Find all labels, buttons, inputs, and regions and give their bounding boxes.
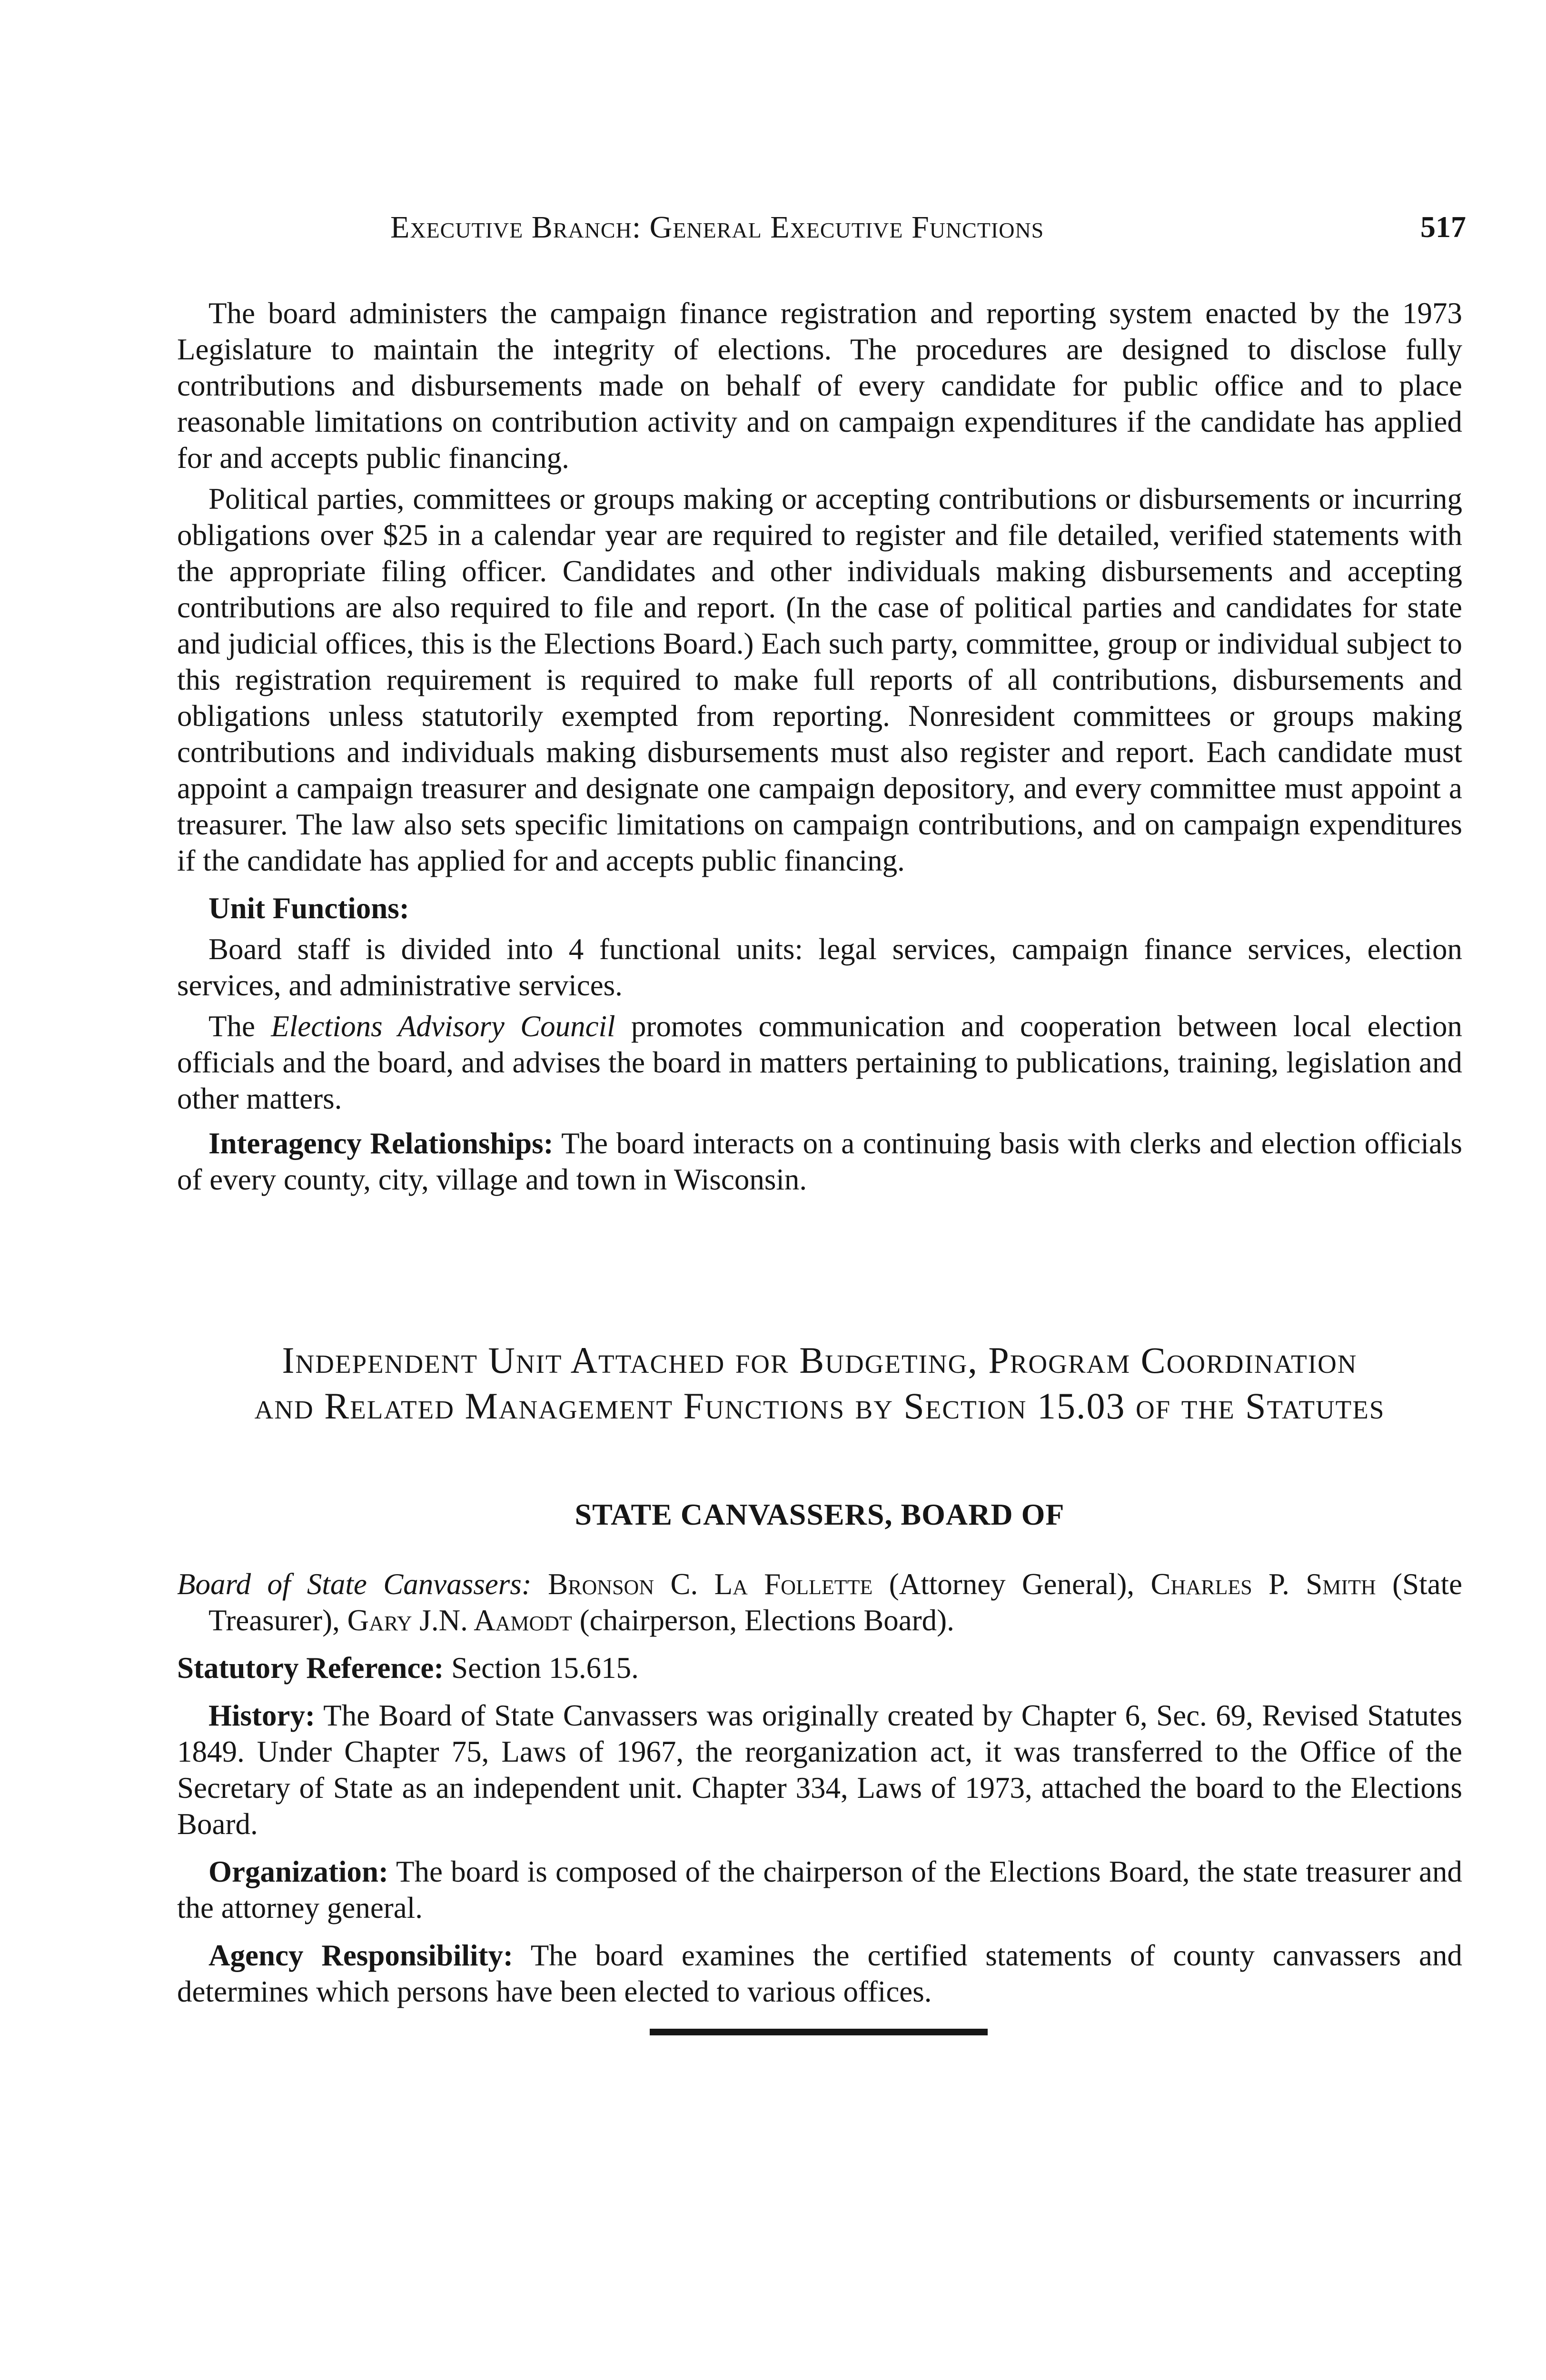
statutory-label: Statutory Reference: (177, 1651, 444, 1685)
statutory-text: Section 15.615. (451, 1651, 639, 1685)
history-label: History: (208, 1699, 315, 1732)
organization (177, 1854, 1462, 1926)
section-heading (177, 1338, 1462, 1429)
paragraph-advisory-council (177, 1008, 1462, 1117)
paragraph-campaign-finance: The board administers the campaign finance registration and reporting system enacted by the 1973 Legislature to maintain the integrity of elections. The procedures are designed to disclose fully contributions and disbursements made on behalf of every candidate for public office and to place reasonable limitations on contribution activity and on campaign expenditures if the candidate has applied for and accepts public financing. (177, 297, 1462, 475)
interagency-label: Interagency Relationships: (208, 1127, 554, 1160)
page-number: 517 (1420, 210, 1466, 244)
agency-title: STATE CANVASSERS, BOARD OF (575, 1497, 1065, 1531)
member-role: (State Treasurer), (208, 1567, 1463, 1637)
paragraph-unit-functions: Board staff is divided into 4 functional units: legal services, campaign finance services, election services, and administrative services. (177, 932, 1462, 1002)
member-role: (chairperson, Elections Board). (579, 1604, 954, 1637)
board-members (177, 1566, 1462, 1638)
council-prefix: The (208, 1010, 255, 1043)
board-description (177, 295, 1462, 1198)
member-name: Bronson C. La Follette (548, 1567, 873, 1601)
end-rule (650, 2029, 988, 2035)
member-role: (Attorney General), (889, 1567, 1135, 1601)
agency-description (177, 1566, 1462, 2010)
paragraph-registration: Political parties, committees or groups making or accepting contributions or disbursements or incurring obligations over $25 in a calendar year are required to register and file detailed, verified statements with the appropriate filing officer. Candidates and other individuals making disbursements and accepting contributions are also required to file and report. (In the case of political parties and candidates for state and judicial offices, this is the Elections Board.) Each such party, committee, group or individual subject to this registration requirement is required to make full reports of all contributions, disbursements and obligations unless statutorily exempted from reporting. Nonresident committees or groups making contributions and individuals making disbursements must also register and report. Each candidate must appoint a campaign treasurer and designate one campaign depository, and every committee must appoint a treasurer. The law also sets specific limitations on campaign contributions, and on campaign expenditures if the candidate has applied for and accepts public financing. (177, 482, 1462, 877)
interagency-text: The board interacts on a continuing basis with clerks and election officials of every county, city, village and town in Wisconsin. (177, 1127, 1462, 1196)
running-title: Executive Branch: General Executive Functions (390, 210, 1044, 245)
member-name: Charles P. Smith (1150, 1567, 1376, 1601)
unit-functions-heading: Unit Functions: (208, 892, 409, 925)
history-text: The Board of State Canvassers was originally created by Chapter 6, Sec. 69, Revised Statutes 1849. Under Chapter 75, Laws of 1967, the reorganization act, it was transferred to the Office of the Secretary of State as an independent unit. Chapter 334, Laws of 1973, attached the board to the Elections Board. (177, 1699, 1462, 1841)
organization-label: Organization: (208, 1855, 388, 1888)
council-name: Elections Advisory Council (271, 1010, 615, 1043)
council-text: promotes communication and cooperation between local election officials and the board, and advises the board in matters pertaining to publications, training, legislation and other matters. (177, 1010, 1463, 1115)
statutory-reference (177, 1650, 1462, 1686)
section-heading-line-2: and Related Management Functions by Section 15.03 of the Statutes (254, 1385, 1385, 1427)
member-name: Gary J.N. Aamodt (347, 1604, 572, 1637)
section-heading-line-1: Independent Unit Attached for Budgeting, Program Coordination (282, 1339, 1358, 1381)
paragraph-interagency (177, 1125, 1462, 1198)
organization-text: The board is composed of the chairperson of the Elections Board, the state treasurer and the attorney general. (177, 1855, 1462, 1924)
history (177, 1697, 1462, 1842)
responsibility-text: The board examines the certified statements of county canvassers and determines which persons have been elected to various offices. (177, 1939, 1462, 2008)
running-head (181, 209, 1466, 252)
responsibility-label: Agency Responsibility: (208, 1939, 513, 1972)
board-label: Board of State Canvassers: (177, 1567, 532, 1601)
agency-responsibility (177, 1937, 1462, 2010)
